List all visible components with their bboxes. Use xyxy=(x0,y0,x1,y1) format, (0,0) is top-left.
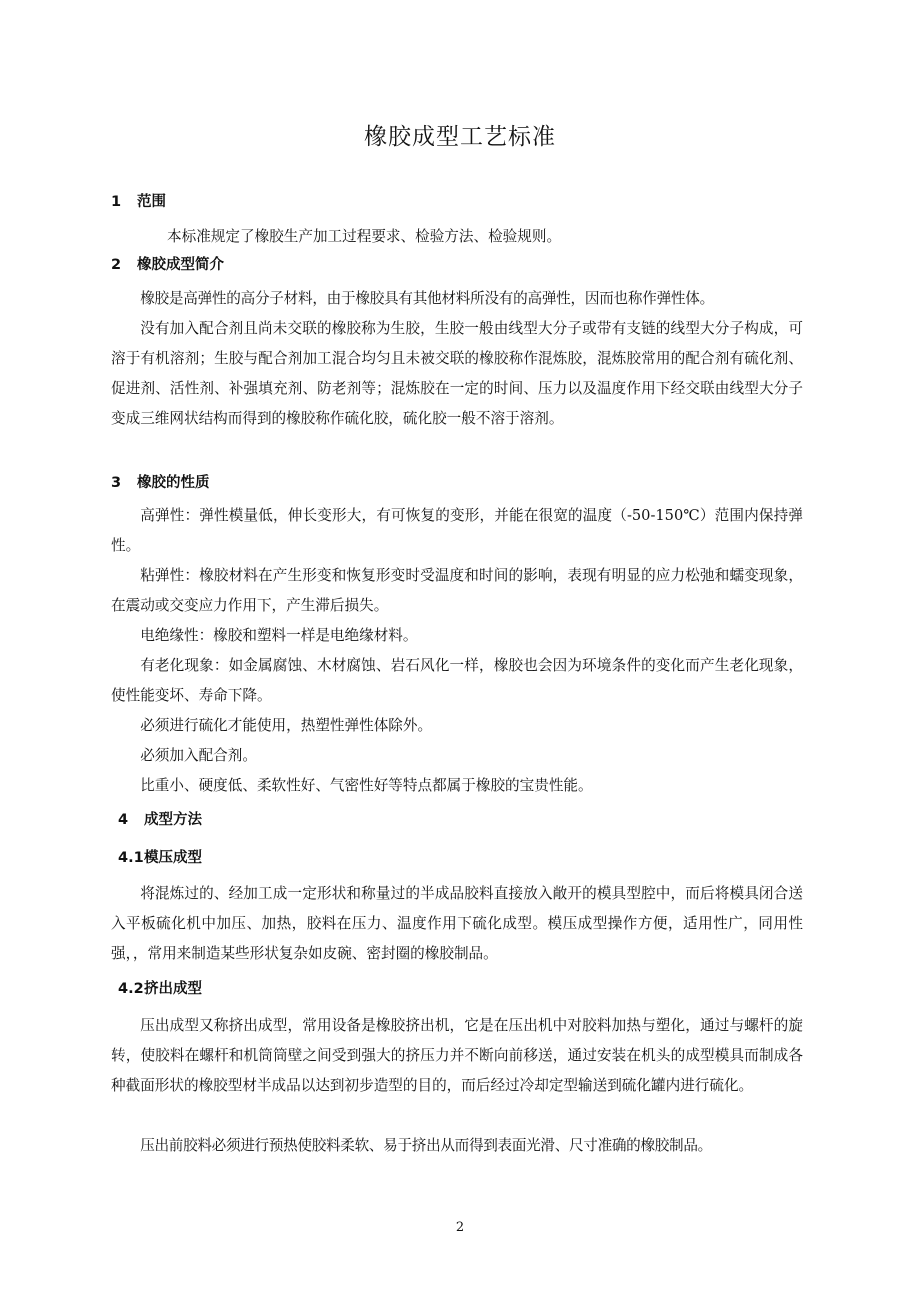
paragraph: 比重小、硬度低、柔软性好、气密性好等特点都属于橡胶的宝贵性能。 xyxy=(140,777,593,794)
section-heading-4-1 xyxy=(118,848,202,868)
section-number: 3 xyxy=(111,475,122,491)
section-title: 橡胶的性质 xyxy=(137,475,210,491)
document-title: 橡胶成型工艺标准 xyxy=(364,124,556,150)
section-title: 成型方法 xyxy=(144,812,202,828)
paragraph: 粘弹性：橡胶材料在产生形变和恢复形变时受温度和时间的影响，表现有明显的应力松弛和蠕变现象，在震动或交变应力作用下，产生滞后损失。 xyxy=(111,567,803,614)
section-title: 模压成型 xyxy=(144,850,202,866)
paragraph: 将混炼过的、经加工成一定形状和称量过的半成品胶料直接放入敞开的模具型腔中，而后将模具闭合送入平板硫化机中加压、加热，胶料在压力、温度作用下硫化成型。模压成型操作方便，适用性广，同用性强，，常用来制造某些形状复杂如皮碗、密封圈的橡胶制品。 xyxy=(111,885,803,962)
paragraph: 有老化现象：如金属腐蚀、木材腐蚀、岩石风化一样，橡胶也会因为环境条件的变化而产生老化现象，使性能变坏、寿命下降。 xyxy=(111,657,803,704)
paragraph: 本标准规定了橡胶生产加工过程要求、检验方法、检验规则。 xyxy=(167,228,562,245)
paragraph: 没有加入配合剂且尚未交联的橡胶称为生胶，生胶一般由线型大分子或带有支链的线型大分子构成，可溶于有机溶剂；生胶与配合剂加工混合均匀且未被交联的橡胶称作混炼胶，混炼胶常用的配合剂有硫化剂、促进剂、活性剂、补强填充剂、防老剂等；混炼胶在一定的时间、压力以及温度作用下经交联由线型大分子变成三维网状结构而得到的橡胶称作硫化胶，硫化胶一般不溶于溶剂。 xyxy=(111,320,803,427)
section-title: 挤出成型 xyxy=(144,981,202,997)
paragraph: 必须进行硫化才能使用，热塑性弹性体除外。 xyxy=(140,717,433,734)
paragraph: 电绝缘性：橡胶和塑料一样是电绝缘材料。 xyxy=(140,627,418,644)
paragraph: 橡胶是高弹性的高分子材料，由于橡胶具有其他材料所没有的高弹性，因而也称作弹性体。 xyxy=(140,290,714,307)
section-heading-2 xyxy=(111,255,224,275)
paragraph: 高弹性：弹性模量低，伸长变形大，有可恢复的变形，并能在很宽的温度（-50-150℃）范围内保持弹性。 xyxy=(111,507,803,554)
page-number: 2 xyxy=(455,1220,465,1235)
section-heading-4-2 xyxy=(118,979,202,999)
paragraph: 压出前胶料必须进行预热使胶料柔软、易于挤出从而得到表面光滑、尺寸准确的橡胶制品。 xyxy=(140,1137,712,1154)
section-heading-3 xyxy=(111,473,210,493)
paragraph: 压出成型又称挤出成型，常用设备是橡胶挤出机，它是在压出机中对胶料加热与塑化，通过与螺杆的旋转，使胶料在螺杆和机筒筒壁之间受到强大的挤压力并不断向前移送，通过安装在机头的成型模具而制成各种截面形状的橡胶型材半成品以达到初步造型的目的，而后经过冷却定型输送到硫化罐内进行硫化。 xyxy=(111,1017,803,1094)
section-title: 范围 xyxy=(137,194,166,210)
section-number: 4.2 xyxy=(118,981,144,997)
section-number: 2 xyxy=(111,257,122,273)
paragraph: 必须加入配合剂。 xyxy=(140,747,257,764)
section-heading-1 xyxy=(111,192,166,212)
section-title: 橡胶成型简介 xyxy=(137,257,224,273)
section-number: 1 xyxy=(111,194,122,210)
section-number: 4 xyxy=(118,812,129,828)
section-heading-4 xyxy=(118,810,202,830)
section-number: 4.1 xyxy=(118,850,144,866)
